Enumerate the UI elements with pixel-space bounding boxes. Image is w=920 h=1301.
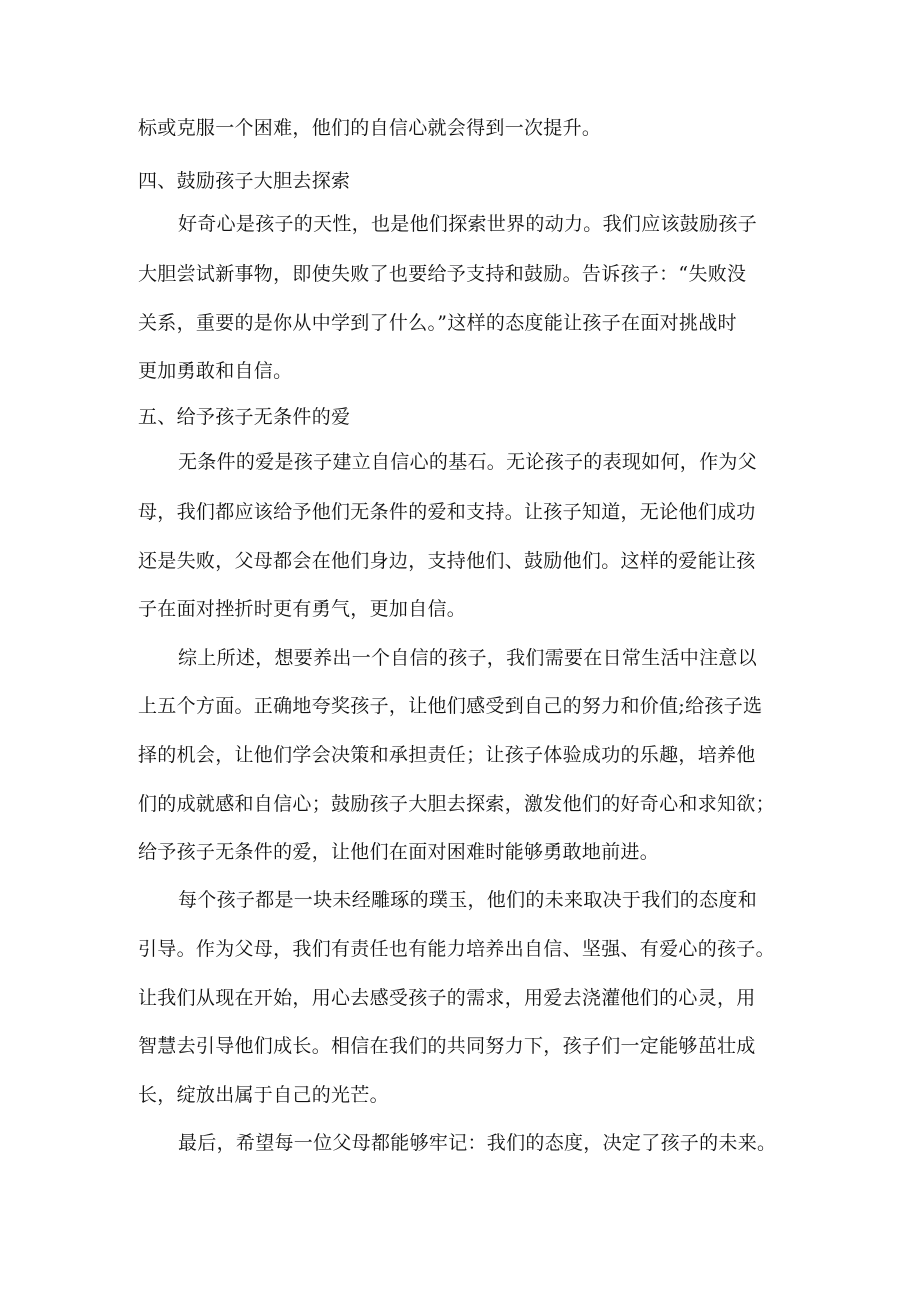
paragraph-line: 标或克服一个困难，他们的自信心就会得到一次提升。	[138, 117, 602, 139]
paragraph-line: 智慧去引导他们成长。相信在我们的共同努力下，孩子们一定能够茁壮成	[138, 1035, 756, 1057]
paragraph-line: 好奇心是孩子的天性，也是他们探索世界的动力。我们应该鼓励孩子	[178, 213, 758, 235]
paragraph-line: 引导。作为父母，我们有责任也有能力培养出自信、坚强、有爱心的孩子。	[138, 938, 775, 960]
paragraph-line: 们的成就感和自信心；鼓励孩子大胆去探索，激发他们的好奇心和求知欲；	[138, 793, 775, 815]
paragraph-line: 关系，重要的是你从中学到了什么。”这样的态度能让孩子在面对挑战时	[138, 312, 737, 334]
paragraph-line: 子在面对挫折时更有勇气，更加自信。	[138, 598, 467, 620]
section-heading: 四、鼓励孩子大胆去探索	[138, 170, 351, 192]
paragraph-line: 让我们从现在开始，用心去感受孩子的需求，用爱去浇灌他们的心灵，用	[138, 987, 756, 1009]
paragraph-line: 每个孩子都是一块未经雕琢的璞玉，他们的未来取决于我们的态度和	[178, 889, 758, 911]
paragraph-line: 给予孩子无条件的爱，让他们在面对困难时能够勇敢地前进。	[138, 841, 660, 863]
paragraph-line: 上五个方面。正确地夸奖孩子，让他们感受到自己的努力和价值;给孩子选	[138, 695, 763, 717]
paragraph-line: 更加勇敢和自信。	[138, 360, 293, 382]
paragraph-line: 择的机会，让他们学会决策和承担责任；让孩子体验成功的乐趣，培养他	[138, 744, 756, 766]
section-heading: 五、给予孩子无条件的爱	[138, 406, 351, 428]
paragraph-line: 长，绽放出属于自己的光芒。	[138, 1084, 389, 1106]
paragraph-line: 母，我们都应该给予他们无条件的爱和支持。让孩子知道，无论他们成功	[138, 501, 756, 523]
paragraph-line: 还是失败，父母都会在他们身边，支持他们、鼓励他们。这样的爱能让孩	[138, 550, 756, 572]
paragraph-line: 大胆尝试新事物，即使失败了也要给予支持和鼓励。告诉孩子：“失败没	[138, 263, 747, 285]
paragraph-line: 综上所述，想要养出一个自信的孩子，我们需要在日常生活中注意以	[178, 647, 758, 669]
paragraph-line: 最后，希望每一位父母都能够牢记：我们的态度，决定了孩子的未来。	[178, 1132, 777, 1154]
paragraph-line: 无条件的爱是孩子建立自信心的基石。无论孩子的表现如何，作为父	[178, 451, 758, 473]
